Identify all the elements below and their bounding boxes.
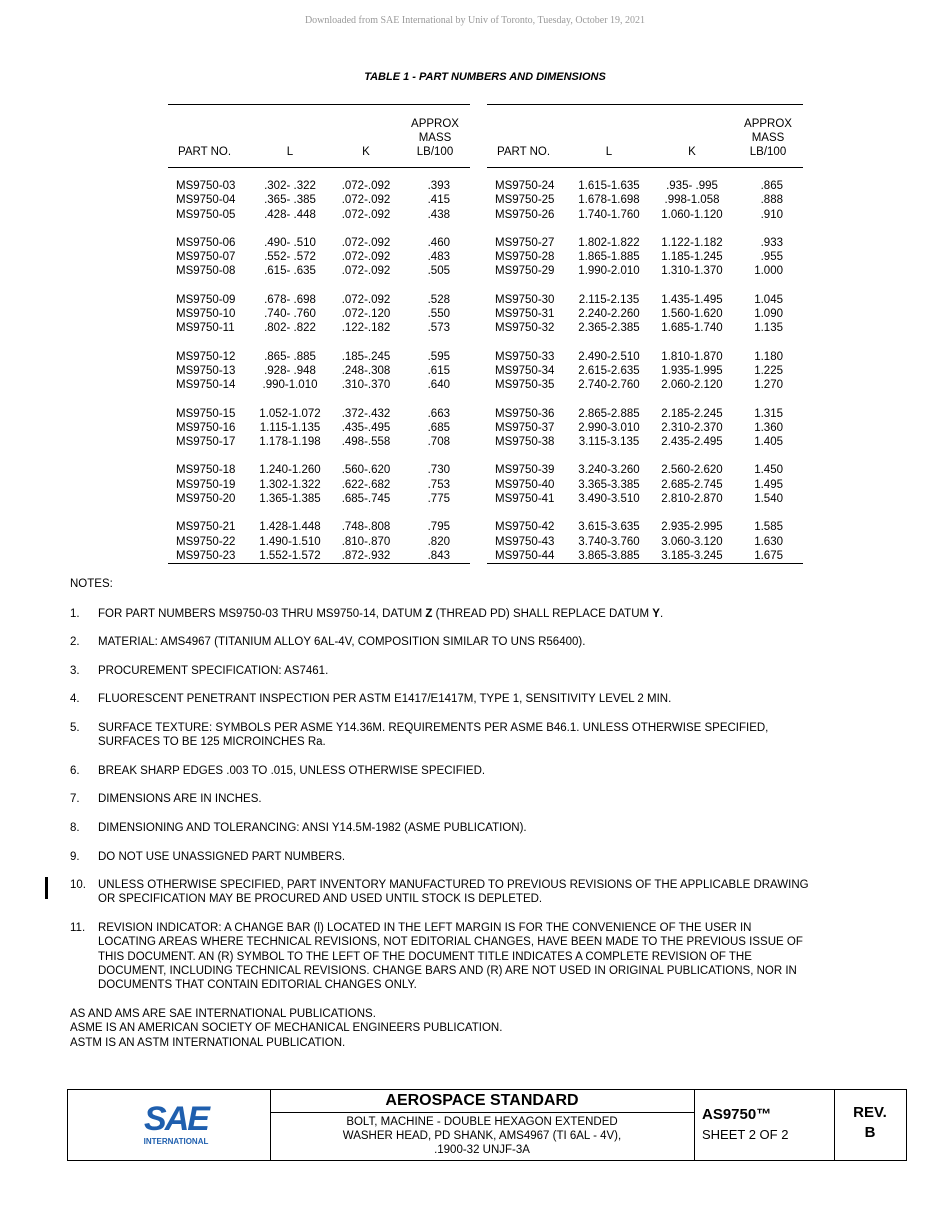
part-number-cell: MS9750-43 xyxy=(495,535,555,548)
part-number-cell: MS9750-36 xyxy=(495,407,555,420)
description-line: WASHER HEAD, PD SHANK, AMS4967 (TI 6AL - 4V), xyxy=(342,1130,622,1143)
k-dimension-cell: 2.185-2.245 xyxy=(661,407,723,420)
table-header xyxy=(487,105,803,168)
document-number: AS9750™ xyxy=(702,1106,772,1123)
table-row xyxy=(168,236,470,250)
l-dimension-cell: .490- .510 xyxy=(264,236,316,249)
table-row-group xyxy=(487,463,803,506)
l-dimension-cell: 1.115-1.135 xyxy=(259,421,321,434)
mass-cell: 1.495 xyxy=(754,478,783,491)
k-dimension-cell: 2.560-2.620 xyxy=(661,464,723,477)
part-number-cell: MS9750-22 xyxy=(176,535,236,548)
mass-cell: 1.270 xyxy=(754,379,783,392)
note-line: THIS DOCUMENT. AN (R) SYMBOL TO THE LEFT OF THE DOCUMENT TITLE INDICATES A COMPLETE REVISION OF THE xyxy=(98,950,752,963)
table-row xyxy=(487,193,803,207)
mass-cell: .910 xyxy=(760,208,783,221)
note-line: SURFACE TEXTURE: SYMBOLS PER ASME Y14.36M. REQUIREMENTS PER ASME B46.1. UNLESS OTHERWISE SPECIFIED, xyxy=(98,722,769,734)
table-row xyxy=(168,264,470,278)
l-dimension-cell: 2.615-2.635 xyxy=(578,364,640,377)
note-text xyxy=(98,878,890,907)
revision-label: REV. xyxy=(853,1104,887,1121)
table-row xyxy=(487,520,803,534)
table-row xyxy=(168,407,470,421)
table-row xyxy=(168,193,470,207)
mass-cell: .415 xyxy=(427,194,450,207)
table-row-group xyxy=(168,236,470,279)
table-row xyxy=(168,463,470,477)
note-text xyxy=(98,721,890,750)
note-text xyxy=(98,607,890,621)
header-mass: APPROX MASS LB/100 xyxy=(411,118,459,158)
standard-type: AEROSPACE STANDARD xyxy=(270,1090,694,1113)
note-text xyxy=(98,921,890,992)
note-number: 5. xyxy=(70,722,80,734)
table-row-group xyxy=(487,236,803,279)
table-row-group xyxy=(168,293,470,336)
part-number-cell: MS9750-06 xyxy=(176,236,236,249)
publication-line: ASTM IS AN ASTM INTERNATIONAL PUBLICATION. xyxy=(70,1036,346,1049)
part-number-cell: MS9750-38 xyxy=(495,436,555,449)
k-dimension-cell: .935- .995 xyxy=(666,180,718,192)
note-number: 3. xyxy=(70,665,80,677)
l-dimension-cell: 2.740-2.760 xyxy=(578,379,640,392)
mass-cell: .955 xyxy=(760,251,783,264)
k-dimension-cell: 3.185-3.245 xyxy=(661,549,723,562)
table-row xyxy=(168,208,470,222)
table-title: TABLE 1 - PART NUMBERS AND DIMENSIONS xyxy=(364,71,606,83)
l-dimension-cell: .928- .948 xyxy=(264,364,316,377)
table-row xyxy=(487,293,803,307)
l-dimension-cell: 3.490-3.510 xyxy=(578,493,640,506)
header-l: L xyxy=(286,146,294,158)
l-dimension-cell: 1.428-1.448 xyxy=(259,521,321,534)
part-number-cell: MS9750-27 xyxy=(495,236,555,249)
l-dimension-cell: .740- .760 xyxy=(264,308,316,321)
k-dimension-cell: .685-.745 xyxy=(341,493,391,506)
mass-cell: 1.585 xyxy=(754,521,783,534)
mass-cell: 1.225 xyxy=(754,364,783,377)
note-line: OR SPECIFICATION MAY BE PROCURED AND USED UNTIL STOCK IS DEPLETED. xyxy=(98,893,543,906)
table-row xyxy=(168,549,470,563)
mass-cell: .820 xyxy=(427,535,450,548)
datum-y: Y xyxy=(652,608,660,620)
part-number-cell: MS9750-24 xyxy=(495,180,555,192)
table-row xyxy=(168,478,470,492)
standard-description xyxy=(270,1113,694,1158)
publication-line: AS AND AMS ARE SAE INTERNATIONAL PUBLICATIONS. xyxy=(70,1008,376,1020)
k-dimension-cell: .310-.370 xyxy=(341,379,391,392)
table-row xyxy=(487,236,803,250)
part-number-cell: MS9750-17 xyxy=(176,436,236,449)
mass-cell: .550 xyxy=(427,308,450,321)
mass-cell: 1.540 xyxy=(754,493,783,506)
mass-cell: 1.315 xyxy=(754,407,783,420)
notes-label: NOTES: xyxy=(70,578,113,590)
k-dimension-cell: .498-.558 xyxy=(341,436,391,449)
k-dimension-cell: .872-.932 xyxy=(341,549,391,562)
table-row-group xyxy=(168,407,470,450)
table-row xyxy=(487,435,803,449)
k-dimension-cell: 1.810-1.870 xyxy=(661,350,723,363)
l-dimension-cell: 1.990-2.010 xyxy=(578,265,640,278)
note-line: DOCUMENTS THAT CONTAIN EDITORIAL CHANGES ONLY. xyxy=(98,979,417,992)
mass-cell: .865 xyxy=(760,180,783,192)
k-dimension-cell: 1.435-1.495 xyxy=(661,293,723,306)
table-row xyxy=(168,321,470,335)
l-dimension-cell: 3.865-3.885 xyxy=(578,549,640,562)
l-dimension-cell: 3.115-3.135 xyxy=(578,436,640,449)
mass-cell: .708 xyxy=(427,436,450,449)
parts-table-left xyxy=(168,104,470,564)
part-number-cell: MS9750-08 xyxy=(176,265,236,278)
part-number-cell: MS9750-40 xyxy=(495,478,555,491)
mass-cell: .483 xyxy=(427,251,450,264)
publications-list xyxy=(70,1007,502,1050)
l-dimension-cell: 2.115-2.135 xyxy=(578,293,640,306)
title-block xyxy=(67,1089,907,1161)
table-row xyxy=(487,264,803,278)
mass-cell: .775 xyxy=(427,493,450,506)
l-dimension-cell: 1.802-1.822 xyxy=(578,236,640,249)
l-dimension-cell: 3.240-3.260 xyxy=(578,464,640,477)
k-dimension-cell: .998-1.058 xyxy=(664,194,720,207)
l-dimension-cell: 2.490-2.510 xyxy=(578,350,640,363)
part-number-cell: MS9750-16 xyxy=(176,421,236,434)
note-number: 9. xyxy=(70,851,80,863)
part-number-cell: MS9750-31 xyxy=(495,308,555,321)
table-body-right xyxy=(487,168,803,563)
part-number-cell: MS9750-07 xyxy=(176,251,236,264)
mass-cell: 1.090 xyxy=(754,308,783,321)
note-text: DO NOT USE UNASSIGNED PART NUMBERS. xyxy=(98,851,346,863)
k-dimension-cell: .072-.092 xyxy=(341,293,391,306)
k-dimension-cell: 2.310-2.370 xyxy=(661,421,723,434)
table-row xyxy=(487,307,803,321)
part-number-cell: MS9750-19 xyxy=(176,478,236,491)
table-row-group xyxy=(487,179,803,222)
mass-cell: .615 xyxy=(427,364,450,377)
note-number: 2. xyxy=(70,636,80,648)
table-row-group xyxy=(487,520,803,563)
mass-cell: .843 xyxy=(427,549,450,562)
table-row-group xyxy=(168,463,470,506)
note-text: PROCUREMENT SPECIFICATION: AS7461. xyxy=(98,665,329,677)
part-number-cell: MS9750-35 xyxy=(495,379,555,392)
l-dimension-cell: 1.178-1.198 xyxy=(259,436,321,449)
table-row xyxy=(487,350,803,364)
l-dimension-cell: 1.052-1.072 xyxy=(259,407,321,420)
table-row xyxy=(487,421,803,435)
mass-cell: .730 xyxy=(427,464,450,477)
mass-cell: .640 xyxy=(427,379,450,392)
table-row-group xyxy=(168,520,470,563)
mass-cell: .438 xyxy=(427,208,450,221)
k-dimension-cell: .248-.308 xyxy=(341,364,391,377)
note-line: DOCUMENT, INCLUDING TECHNICAL REVISIONS. CHANGE BARS AND (R) ARE NOT USED IN ORIGINAL PUBLICATIONS, NOR IN xyxy=(98,964,797,977)
parts-table-right xyxy=(487,104,803,564)
table-row xyxy=(487,535,803,549)
k-dimension-cell: 1.185-1.245 xyxy=(661,251,723,264)
note-number: 7. xyxy=(70,793,80,805)
mass-cell: .685 xyxy=(427,421,450,434)
k-dimension-cell: .072-.092 xyxy=(341,251,391,264)
table-row xyxy=(168,378,470,392)
note-line: LOCATING AREAS WHERE TECHNICAL REVISIONS, NOT EDITORIAL CHANGES, HAVE BEEN MADE TO THE PREVIOUS ISSUE OF xyxy=(98,936,803,949)
part-number-cell: MS9750-28 xyxy=(495,251,555,264)
mass-cell: 1.630 xyxy=(754,535,783,548)
k-dimension-cell: .622-.682 xyxy=(341,478,391,491)
mass-cell: .933 xyxy=(760,236,783,249)
note-number: 10. xyxy=(70,879,86,891)
header-mass: APPROX MASS LB/100 xyxy=(744,118,792,158)
part-number-cell: MS9750-20 xyxy=(176,493,236,506)
download-banner: Downloaded from SAE International by Univ of Toronto, Tuesday, October 19, 2021 xyxy=(304,15,646,26)
table-row xyxy=(168,435,470,449)
description-line: .1900-32 UNJF-3A xyxy=(434,1144,530,1157)
note-text: BREAK SHARP EDGES .003 TO .015, UNLESS OTHERWISE SPECIFIED. xyxy=(98,765,486,777)
part-number-cell: MS9750-12 xyxy=(176,350,236,363)
l-dimension-cell: .428- .448 xyxy=(264,208,316,221)
k-dimension-cell: 2.685-2.745 xyxy=(661,478,723,491)
mass-cell: .528 xyxy=(427,293,450,306)
k-dimension-cell: .435-.495 xyxy=(341,421,391,434)
header-k: K xyxy=(362,146,370,158)
l-dimension-cell: .802- .822 xyxy=(264,322,316,335)
part-number-cell: MS9750-15 xyxy=(176,407,236,420)
part-number-cell: MS9750-21 xyxy=(176,521,236,534)
sae-logo-icon xyxy=(136,1098,216,1148)
mass-cell: 1.045 xyxy=(754,293,783,306)
header-part-no: PART NO. xyxy=(497,146,551,158)
mass-cell: 1.135 xyxy=(754,322,783,335)
l-dimension-cell: 2.990-3.010 xyxy=(578,421,640,434)
mass-cell: .795 xyxy=(427,521,450,534)
l-dimension-cell: .302- .322 xyxy=(264,180,316,192)
part-number-cell: MS9750-44 xyxy=(495,549,555,562)
document-number-cell xyxy=(694,1090,835,1160)
table-body-left xyxy=(168,168,470,563)
mass-cell: .393 xyxy=(427,180,450,192)
revision-value: B xyxy=(864,1124,876,1141)
table-row xyxy=(487,250,803,264)
k-dimension-cell: 2.435-2.495 xyxy=(661,436,723,449)
l-dimension-cell: 1.365-1.385 xyxy=(259,493,321,506)
logo-cell xyxy=(68,1090,271,1160)
k-dimension-cell: 3.060-3.120 xyxy=(661,535,723,548)
part-number-cell: MS9750-05 xyxy=(176,208,236,221)
table-row xyxy=(487,364,803,378)
l-dimension-cell: 1.552-1.572 xyxy=(259,549,321,562)
note-number: 8. xyxy=(70,822,80,834)
part-number-cell: MS9750-33 xyxy=(495,350,555,363)
k-dimension-cell: .810-.870 xyxy=(341,535,391,548)
revision-cell xyxy=(834,1090,906,1160)
table-row xyxy=(168,364,470,378)
table-row xyxy=(487,321,803,335)
mass-cell: 1.360 xyxy=(754,421,783,434)
note-text-part: FOR PART NUMBERS MS9750-03 THRU MS9750-14, DATUM xyxy=(98,608,426,620)
header-l: L xyxy=(605,146,613,158)
k-dimension-cell: 1.310-1.370 xyxy=(661,265,723,278)
header-k: K xyxy=(688,146,696,158)
l-dimension-cell: 1.302-1.322 xyxy=(259,478,321,491)
table-row xyxy=(487,208,803,222)
part-number-cell: MS9750-26 xyxy=(495,208,555,221)
table-row xyxy=(487,492,803,506)
k-dimension-cell: .072-.092 xyxy=(341,208,391,221)
part-number-cell: MS9750-23 xyxy=(176,549,236,562)
note-text-part: (THREAD PD) SHALL REPLACE DATUM xyxy=(432,608,653,620)
k-dimension-cell: .072-.092 xyxy=(341,194,391,207)
description-line: BOLT, MACHINE - DOUBLE HEXAGON EXTENDED xyxy=(346,1116,618,1128)
l-dimension-cell: 1.240-1.260 xyxy=(259,464,321,477)
table-row-group xyxy=(168,350,470,393)
part-number-cell: MS9750-10 xyxy=(176,308,236,321)
part-number-cell: MS9750-37 xyxy=(495,421,555,434)
l-dimension-cell: 1.678-1.698 xyxy=(578,194,640,207)
table-row-group xyxy=(487,407,803,450)
part-number-cell: MS9750-04 xyxy=(176,194,236,207)
table-row-group xyxy=(487,350,803,393)
k-dimension-cell: 1.560-1.620 xyxy=(661,308,723,321)
note-text: DIMENSIONING AND TOLERANCING: ANSI Y14.5M-1982 (ASME PUBLICATION). xyxy=(98,822,527,834)
table-row-group xyxy=(168,179,470,222)
note-number: 4. xyxy=(70,693,80,705)
k-dimension-cell: 2.060-2.120 xyxy=(661,379,723,392)
k-dimension-cell: .072-.120 xyxy=(341,308,391,321)
mass-cell: 1.000 xyxy=(754,265,783,278)
table-row-group xyxy=(487,293,803,336)
table-row xyxy=(168,307,470,321)
sae-logo-subtext: INTERNATIONAL xyxy=(143,1137,209,1146)
table-row xyxy=(168,492,470,506)
publication-line: ASME IS AN AMERICAN SOCIETY OF MECHANICAL ENGINEERS PUBLICATION. xyxy=(70,1022,503,1035)
note-number: 11. xyxy=(70,922,86,934)
part-number-cell: MS9750-39 xyxy=(495,464,555,477)
table-row xyxy=(487,407,803,421)
part-number-cell: MS9750-32 xyxy=(495,322,555,335)
k-dimension-cell: .072-.092 xyxy=(341,180,391,192)
note-text: FLUORESCENT PENETRANT INSPECTION PER ASTM E1417/E1417M, TYPE 1, SENSITIVITY LEVEL 2 MIN. xyxy=(98,693,672,705)
mass-cell: 1.675 xyxy=(754,549,783,562)
l-dimension-cell: 1.740-1.760 xyxy=(578,208,640,221)
mass-cell: .505 xyxy=(427,265,450,278)
k-dimension-cell: 1.685-1.740 xyxy=(661,322,723,335)
part-number-cell: MS9750-41 xyxy=(495,493,555,506)
note-line: UNLESS OTHERWISE SPECIFIED, PART INVENTORY MANUFACTURED TO PREVIOUS REVISIONS OF THE APPLICABLE DRAWING xyxy=(98,879,809,891)
table-row xyxy=(487,378,803,392)
table-row xyxy=(487,478,803,492)
table-header xyxy=(168,105,470,168)
part-number-cell: MS9750-18 xyxy=(176,464,236,477)
mass-cell: 1.405 xyxy=(754,436,783,449)
l-dimension-cell: 2.365-2.385 xyxy=(578,322,640,335)
sae-logo-text: SAE xyxy=(144,1100,208,1138)
l-dimension-cell: .365- .385 xyxy=(264,194,316,207)
l-dimension-cell: .552- .572 xyxy=(264,251,316,264)
l-dimension-cell: .865- .885 xyxy=(264,350,316,363)
table-row xyxy=(168,350,470,364)
table-row xyxy=(168,535,470,549)
part-number-cell: MS9750-25 xyxy=(495,194,555,207)
k-dimension-cell: .122-.182 xyxy=(341,322,391,335)
l-dimension-cell: 2.240-2.260 xyxy=(578,308,640,321)
note-number: 1. xyxy=(70,608,80,620)
part-number-cell: MS9750-11 xyxy=(176,322,235,335)
note-number: 6. xyxy=(70,765,80,777)
k-dimension-cell: .185-.245 xyxy=(341,350,391,363)
part-number-cell: MS9750-13 xyxy=(176,364,236,377)
l-dimension-cell: .990-1.010 xyxy=(262,379,318,392)
k-dimension-cell: 2.810-2.870 xyxy=(661,493,723,506)
table-row xyxy=(487,463,803,477)
table-row xyxy=(487,179,803,193)
table-row xyxy=(168,179,470,193)
k-dimension-cell: .748-.808 xyxy=(341,521,391,534)
mass-cell: .460 xyxy=(427,236,450,249)
k-dimension-cell: 1.122-1.182 xyxy=(661,236,723,249)
l-dimension-cell: 2.865-2.885 xyxy=(578,407,640,420)
note-text: DIMENSIONS ARE IN INCHES. xyxy=(98,793,262,805)
mass-cell: .663 xyxy=(427,407,450,420)
change-bar xyxy=(45,877,48,899)
k-dimension-cell: .072-.092 xyxy=(341,236,391,249)
table-row xyxy=(168,250,470,264)
part-number-cell: MS9750-34 xyxy=(495,364,555,377)
mass-cell: 1.180 xyxy=(754,350,783,363)
note-line: REVISION INDICATOR: A CHANGE BAR (l) LOCATED IN THE LEFT MARGIN IS FOR THE CONVENIENCE OF THE USER IN xyxy=(98,922,752,934)
part-number-cell: MS9750-03 xyxy=(176,180,236,192)
part-number-cell: MS9750-09 xyxy=(176,293,236,306)
l-dimension-cell: 1.490-1.510 xyxy=(259,535,321,548)
mass-cell: .595 xyxy=(427,350,450,363)
l-dimension-cell: 3.615-3.635 xyxy=(578,521,640,534)
part-number-cell: MS9750-42 xyxy=(495,521,555,534)
l-dimension-cell: 1.865-1.885 xyxy=(578,251,640,264)
l-dimension-cell: 3.740-3.760 xyxy=(578,535,640,548)
table-row xyxy=(168,293,470,307)
table-row xyxy=(487,549,803,563)
k-dimension-cell: .372-.432 xyxy=(341,407,391,420)
table-row xyxy=(168,421,470,435)
k-dimension-cell: 1.060-1.120 xyxy=(661,208,723,221)
l-dimension-cell: .678- .698 xyxy=(264,293,316,306)
mass-cell: 1.450 xyxy=(754,464,783,477)
mass-cell: .888 xyxy=(760,194,783,207)
l-dimension-cell: 3.365-3.385 xyxy=(578,478,640,491)
note-line: SURFACES TO BE 125 MICROINCHES Ra. xyxy=(98,736,326,749)
l-dimension-cell: 1.615-1.635 xyxy=(578,180,640,192)
mass-cell: .753 xyxy=(427,478,450,491)
title-cell xyxy=(270,1090,695,1160)
sheet-number: SHEET 2 OF 2 xyxy=(702,1127,789,1142)
l-dimension-cell: .615- .635 xyxy=(264,265,316,278)
note-text: MATERIAL: AMS4967 (TITANIUM ALLOY 6AL-4V, COMPOSITION SIMILAR TO UNS R56400). xyxy=(98,636,586,648)
part-number-cell: MS9750-29 xyxy=(495,265,555,278)
mass-cell: .573 xyxy=(427,322,450,335)
note-text-part: . xyxy=(659,608,664,620)
header-part-no: PART NO. xyxy=(178,146,232,158)
part-number-cell: MS9750-30 xyxy=(495,293,555,306)
k-dimension-cell: 2.935-2.995 xyxy=(661,521,723,534)
table-row xyxy=(168,520,470,534)
datum-z: Z xyxy=(425,608,433,620)
part-number-cell: MS9750-14 xyxy=(176,379,236,392)
k-dimension-cell: 1.935-1.995 xyxy=(661,364,723,377)
k-dimension-cell: .072-.092 xyxy=(341,265,391,278)
k-dimension-cell: .560-.620 xyxy=(341,464,391,477)
